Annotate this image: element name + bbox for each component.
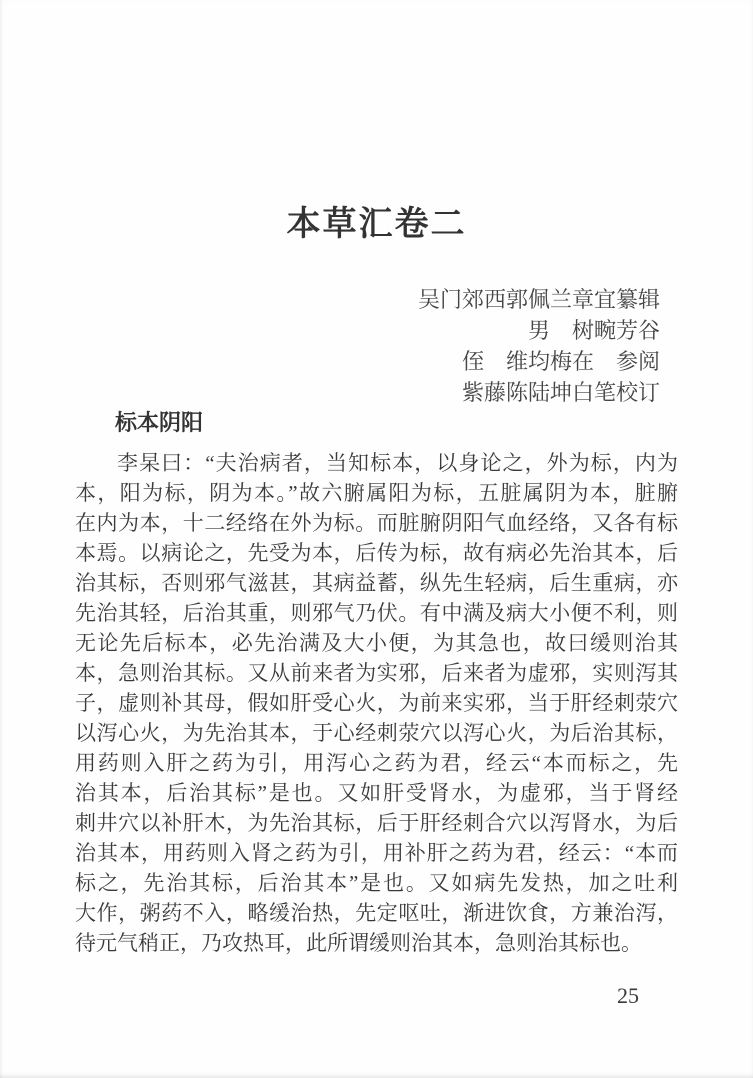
attribution-block xyxy=(418,284,660,408)
attribution-line: 侄 维均梅在 参阅 xyxy=(461,349,660,374)
paragraph-line: 先治其轻，后治其重，则邪气乃伏。有中满及病大小便不利，则 xyxy=(75,601,678,625)
paragraph-line: 大作，粥药不入，略缓治热，先定呕吐，渐进饮食，方兼治泻， xyxy=(75,901,678,925)
paragraph-line: 待元气稍正，乃攻热耳，此所谓缓则治其本，急则治其标也。 xyxy=(75,931,642,955)
section-heading: 标本阴阳 xyxy=(115,410,204,435)
paragraph-line: 治其本，用药则入肾之药为引，用补肝之药为君，经云：“本而 xyxy=(75,841,678,865)
paragraph-line: 本，阳为标，阴为本。”故六腑属阳为标，五脏属阴为本，脏腑 xyxy=(75,481,678,505)
paragraph-line: 本焉。以病论之，先受为本，后传为标，故有病必先治其本，后 xyxy=(75,541,678,565)
paragraph-line: 治其本，后治其标”是也。又如肝受肾水，为虚邪，当于肾经 xyxy=(75,781,678,805)
attribution-line: 吴门郊西郭佩兰章宜纂辑 xyxy=(417,287,660,312)
paragraph-line: 用药则入肝之药为引，用泻心之药为君，经云“本而标之，先 xyxy=(75,751,678,775)
paragraph-line: 在内为本，十二经络在外为标。而脏腑阴阳气血经络，又各有标 xyxy=(75,511,678,535)
paragraph-line: 治其标，否则邪气滋甚，其病益蓄，纵先生轻病，后生重病，亦 xyxy=(75,571,678,595)
paragraph-line: 标之，先治其标，后治其本”是也。又如病先发热，加之吐利 xyxy=(75,871,678,895)
paragraph xyxy=(75,448,678,958)
paragraph-line: 刺井穴以补肝木，为先治其标，后于肝经刺合穴以泻肾水，为后 xyxy=(75,811,678,835)
paragraph-line: 本，急则治其标。又从前来者为实邪，后来者为虚邪，实则泻其 xyxy=(75,661,678,685)
attribution-line: 紫藤陈陆坤白笔校订 xyxy=(461,380,660,405)
paragraph-line: 以泻心火，为先治其本，于心经刺荥穴以泻心火，为后治其标， xyxy=(75,721,678,745)
attribution-line: 男 树畹芳谷 xyxy=(527,318,660,343)
page-number: 25 xyxy=(617,983,639,1008)
paragraph-line: 李杲曰：“夫治病者，当知标本，以身论之，外为标，内为 xyxy=(117,451,678,475)
page-title: 本草汇卷二 xyxy=(286,206,467,243)
paragraph-line: 无论先后标本，必先治满及大小便，为其急也，故曰缓则治其 xyxy=(75,631,678,655)
paragraph-line: 子，虚则补其母，假如肝受心火，为前来实邪，当于肝经刺荥穴 xyxy=(75,691,678,715)
